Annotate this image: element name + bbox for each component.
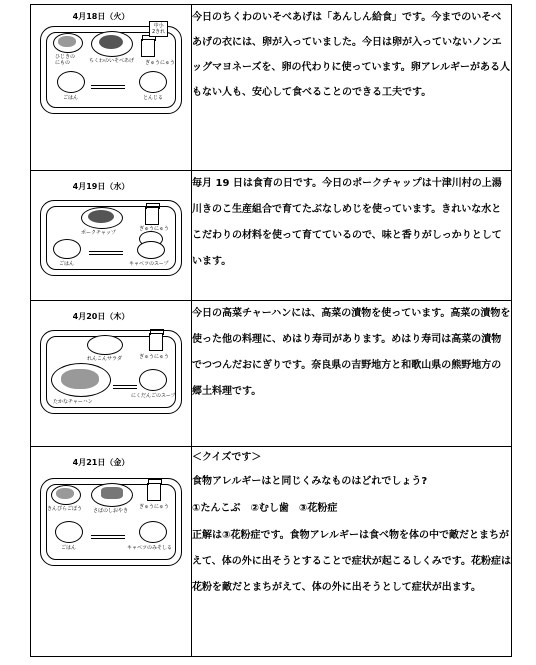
milk-carton bbox=[149, 333, 163, 351]
chopsticks bbox=[89, 251, 123, 252]
main-label: ちくわのいそべあげ bbox=[89, 58, 135, 64]
lunch-tray-illustration bbox=[40, 330, 182, 414]
milk-label: ぎゅうにゅう bbox=[139, 504, 169, 510]
side-label: れんこんサラダ bbox=[87, 356, 122, 362]
description-text: 今日の高菜チャーハンには、高菜の漬物を使っています。高菜の漬物を使った他の料理に、めはり寿司があります。めはり寿司は高菜の漬物でつつんだおにぎりです。奈良県の吉野地方と和歌山県の熊野地方の郷土料理です。 bbox=[192, 308, 511, 397]
lunch-tray-illustration bbox=[40, 200, 182, 276]
date-label: 4月21日（金） bbox=[72, 458, 130, 467]
text-cell-day1 bbox=[192, 5, 512, 171]
main-label: たかなチャーハン bbox=[53, 399, 93, 405]
milk-carton bbox=[141, 39, 155, 57]
soup-label: キャベツのスープ bbox=[129, 261, 169, 267]
rice-label: ごはん bbox=[61, 545, 77, 551]
soup-label: とんじる bbox=[143, 95, 164, 101]
milk-carton bbox=[147, 483, 161, 501]
text-cell-day2 bbox=[192, 171, 512, 301]
portion-badge: 中小 2きれ bbox=[149, 21, 168, 37]
description-text: 毎月 19 日は食育の日です。今日のポークチャップは十津川村の上湯川きのこ生産組合で育てたぶなしめじを使っています。きれいな水とこだわりの材料を使って育てているので、味と香りがしっかりとしています。 bbox=[192, 178, 502, 267]
quiz-options: ①たんこぶ ②むし歯 ③花粉症 bbox=[192, 503, 338, 514]
text-cell-day4 bbox=[192, 447, 512, 657]
side-label: きんぴらごぼう bbox=[47, 506, 83, 512]
milk-label: ぎゅうにゅう bbox=[139, 226, 169, 232]
rice-label: ごはん bbox=[59, 261, 75, 267]
chopsticks bbox=[91, 535, 125, 536]
milk-label: ぎゅうにゅう bbox=[139, 354, 169, 360]
soup-label: にくだんごのスープ bbox=[131, 393, 176, 399]
lunch-menu-table bbox=[30, 4, 512, 657]
rice-label: ごはん bbox=[63, 95, 79, 101]
soup-bowl bbox=[139, 521, 167, 543]
menu-row-day3 bbox=[31, 301, 512, 447]
menu-row-day2 bbox=[31, 171, 512, 301]
soup-bowl bbox=[137, 241, 165, 259]
soup-label: キャベツのみそしる bbox=[127, 545, 173, 551]
quiz-title: ＜クイズです＞ bbox=[192, 452, 262, 463]
side-dish bbox=[87, 335, 123, 355]
menu-row-day4 bbox=[31, 447, 512, 657]
tray-cell-day1 bbox=[31, 5, 192, 171]
date-label: 4月20日（木） bbox=[72, 312, 130, 321]
tray-cell-day2 bbox=[31, 171, 192, 301]
soup-bowl bbox=[139, 369, 167, 391]
chopsticks bbox=[91, 85, 125, 86]
side-label: ひじきの にもの bbox=[55, 54, 76, 66]
menu-row-day1 bbox=[31, 5, 512, 171]
main-label: ポークチャップ bbox=[81, 230, 116, 236]
rice-bowl bbox=[53, 239, 81, 259]
main-label: さばのしおやき bbox=[93, 508, 129, 514]
quiz-question: 食物アレルギーはと同じくみなものはどれでしょう? bbox=[192, 476, 428, 487]
description-text: 今日のちくわのいそべあげは「あんしん給食」です。今までのいそべあげの衣には、卵が入っていました。今日は卵が入っていないノンエッグマヨネーズを、卵の代わりに使っています。卵アレルギーがある人もない人も、安心して食べることのできる工夫です。 bbox=[192, 12, 511, 98]
rice-bowl bbox=[57, 71, 85, 93]
date-label: 4月19日（水） bbox=[72, 182, 130, 191]
lunch-tray-illustration bbox=[40, 23, 182, 114]
rice-bowl bbox=[55, 521, 83, 543]
tray-cell-day3 bbox=[31, 301, 192, 447]
milk-carton bbox=[145, 207, 159, 225]
milk-label: ぎゅうにゅう bbox=[145, 60, 175, 66]
quiz-answer-text: 正解は③花粉症です。食物アレルギーは食べ物を体の中で敵だとまちがえて、体の外に出そうとすることで症状が起こるしくみです。花粉症は花粉を敵だとまちがえて、体の外に出そうとして症状が出ます。 bbox=[192, 530, 511, 593]
tray-cell-day4 bbox=[31, 447, 192, 657]
lunch-tray-illustration bbox=[40, 478, 182, 566]
date-label: 4月18日（火） bbox=[72, 12, 130, 21]
chopsticks bbox=[113, 385, 137, 386]
soup-bowl bbox=[139, 71, 167, 93]
text-cell-day3 bbox=[192, 301, 512, 447]
